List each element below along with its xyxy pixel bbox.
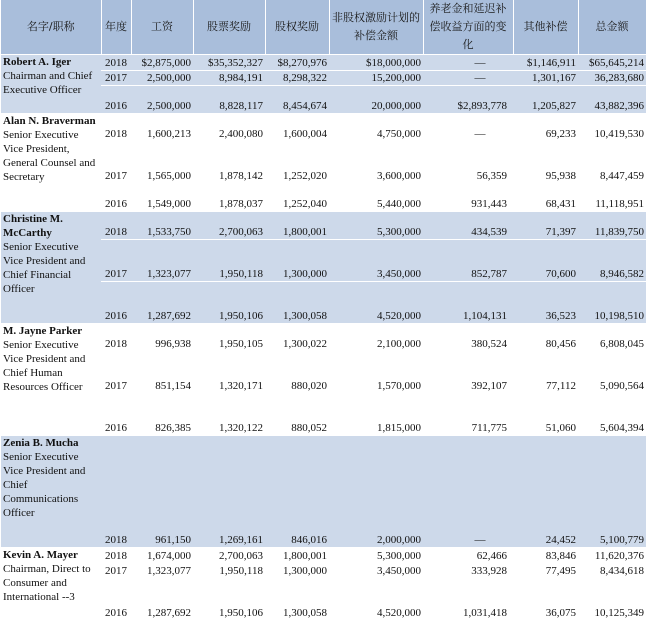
header-name: 名字/职称 (1, 0, 101, 55)
stock-awards-cell: 2,700,063 (193, 212, 265, 240)
other-comp-cell: 1,205,827 (513, 86, 578, 114)
option-awards-cell: 1,800,001 (265, 212, 329, 240)
pension-cell: 1,104,131 (423, 282, 513, 324)
other-comp-cell: 1,301,167 (513, 71, 578, 86)
non-equity-cell: 4,520,000 (329, 282, 423, 324)
pension-cell: 931,443 (423, 184, 513, 212)
total-cell: 5,100,779 (578, 436, 646, 548)
total-cell: 6,808,045 (578, 324, 646, 352)
year-cell: 2016 (101, 86, 131, 114)
executive-cell (1, 55, 101, 114)
header-pension: 养老金和延迟补偿收益方面的变化 (423, 0, 513, 55)
header-salary: 工资 (131, 0, 193, 55)
stock-awards-cell: 8,984,191 (193, 71, 265, 86)
option-awards-cell: 1,300,058 (265, 282, 329, 324)
table-row (1, 548, 646, 564)
other-comp-cell: 69,233 (513, 114, 578, 142)
salary-cell: 1,674,000 (131, 548, 193, 564)
pension-cell: 1,031,418 (423, 579, 513, 621)
year-cell: 2018 (101, 548, 131, 564)
executive-title: Senior Executive Vice President and Chief Communications Officer (3, 451, 86, 519)
executive-name: Kevin A. Mayer (3, 549, 78, 561)
non-equity-cell: $18,000,000 (329, 55, 423, 71)
table-row (1, 212, 646, 240)
executive-name: Robert A. Iger (3, 56, 72, 68)
year-cell: 2018 (101, 114, 131, 142)
pension-cell: 56,359 (423, 142, 513, 184)
option-awards-cell: 1,600,004 (265, 114, 329, 142)
other-comp-cell: 51,060 (513, 394, 578, 436)
other-comp-cell: 71,397 (513, 212, 578, 240)
other-comp-cell: 70,600 (513, 240, 578, 282)
pension-cell: — (423, 55, 513, 71)
stock-awards-cell: 1,320,171 (193, 352, 265, 394)
executive-cell (1, 548, 101, 621)
salary-cell: 2,500,000 (131, 71, 193, 86)
option-awards-cell: 1,300,000 (265, 564, 329, 579)
pension-cell: 333,928 (423, 564, 513, 579)
year-cell: 2017 (101, 564, 131, 579)
salary-cell: 1,287,692 (131, 579, 193, 621)
compensation-table (1, 0, 647, 621)
other-comp-cell: 77,112 (513, 352, 578, 394)
stock-awards-cell: 1,950,106 (193, 579, 265, 621)
header-other: 其他补偿 (513, 0, 578, 55)
pension-cell: — (423, 436, 513, 548)
salary-cell: $2,875,000 (131, 55, 193, 71)
non-equity-cell: 20,000,000 (329, 86, 423, 114)
salary-cell: 1,549,000 (131, 184, 193, 212)
table-row (1, 55, 646, 71)
total-cell: 11,839,750 (578, 212, 646, 240)
other-comp-cell: 95,938 (513, 142, 578, 184)
salary-cell: 826,385 (131, 394, 193, 436)
year-cell: 2016 (101, 282, 131, 324)
total-cell: 43,882,396 (578, 86, 646, 114)
total-cell: 36,283,680 (578, 71, 646, 86)
executive-name: Alan N. Braverman (3, 115, 96, 127)
other-comp-cell: 77,495 (513, 564, 578, 579)
executive-title: Senior Executive Vice President and Chief Financial Officer (3, 241, 86, 295)
stock-awards-cell: 1,950,118 (193, 564, 265, 579)
year-cell: 2016 (101, 184, 131, 212)
header-option-awards: 股权奖励 (265, 0, 329, 55)
pension-cell: — (423, 71, 513, 86)
total-cell: 5,604,394 (578, 394, 646, 436)
option-awards-cell: 880,020 (265, 352, 329, 394)
option-awards-cell: $8,270,976 (265, 55, 329, 71)
non-equity-cell: 3,450,000 (329, 240, 423, 282)
header-total: 总金额 (578, 0, 646, 55)
non-equity-cell: 3,600,000 (329, 142, 423, 184)
stock-awards-cell: 8,828,117 (193, 86, 265, 114)
non-equity-cell: 3,450,000 (329, 564, 423, 579)
table-row (1, 324, 646, 352)
executive-name: Christine M. McCarthy (3, 213, 63, 239)
total-cell: 11,620,376 (578, 548, 646, 564)
other-comp-cell: 80,456 (513, 324, 578, 352)
year-cell: 2016 (101, 394, 131, 436)
year-cell: 2018 (101, 436, 131, 548)
total-cell: 10,419,530 (578, 114, 646, 142)
salary-cell: 961,150 (131, 436, 193, 548)
option-awards-cell: 880,052 (265, 394, 329, 436)
other-comp-cell: 36,523 (513, 282, 578, 324)
salary-cell: 851,154 (131, 352, 193, 394)
executive-name: Zenia B. Mucha (3, 437, 79, 449)
stock-awards-cell: 1,950,106 (193, 282, 265, 324)
other-comp-cell: 68,431 (513, 184, 578, 212)
header-stock-awards: 股票奖励 (193, 0, 265, 55)
table-row (1, 114, 646, 142)
option-awards-cell: 8,298,322 (265, 71, 329, 86)
year-cell: 2017 (101, 352, 131, 394)
option-awards-cell: 1,300,000 (265, 240, 329, 282)
executive-cell (1, 436, 101, 548)
year-cell: 2017 (101, 240, 131, 282)
table-body (1, 55, 646, 621)
option-awards-cell: 1,252,020 (265, 142, 329, 184)
pension-cell: $2,893,778 (423, 86, 513, 114)
year-cell: 2017 (101, 71, 131, 86)
stock-awards-cell: 1,950,118 (193, 240, 265, 282)
non-equity-cell: 5,300,000 (329, 548, 423, 564)
salary-cell: 1,323,077 (131, 240, 193, 282)
pension-cell: 62,466 (423, 548, 513, 564)
other-comp-cell: 83,846 (513, 548, 578, 564)
non-equity-cell: 2,000,000 (329, 436, 423, 548)
table-header (1, 0, 646, 55)
option-awards-cell: 1,300,058 (265, 579, 329, 621)
option-awards-cell: 1,800,001 (265, 548, 329, 564)
salary-cell: 1,287,692 (131, 282, 193, 324)
table-row (1, 436, 646, 548)
stock-awards-cell: 2,700,063 (193, 548, 265, 564)
year-cell: 2017 (101, 142, 131, 184)
executive-cell (1, 114, 101, 212)
stock-awards-cell: $35,352,327 (193, 55, 265, 71)
year-cell: 2018 (101, 55, 131, 71)
other-comp-cell: 36,075 (513, 579, 578, 621)
year-cell: 2018 (101, 212, 131, 240)
executive-cell (1, 324, 101, 436)
total-cell: 10,198,510 (578, 282, 646, 324)
non-equity-cell: 4,750,000 (329, 114, 423, 142)
year-cell: 2016 (101, 579, 131, 621)
executive-title: Chairman and Chief Executive Officer (3, 70, 93, 96)
stock-awards-cell: 1,878,037 (193, 184, 265, 212)
pension-cell: 434,539 (423, 212, 513, 240)
executive-title: Chairman, Direct to Consumer and International --3 (3, 563, 91, 603)
non-equity-cell: 1,570,000 (329, 352, 423, 394)
executive-title: Senior Executive Vice President and Chief Human Resources Officer (3, 339, 86, 393)
total-cell: $65,645,214 (578, 55, 646, 71)
total-cell: 5,090,564 (578, 352, 646, 394)
stock-awards-cell: 1,269,161 (193, 436, 265, 548)
non-equity-cell: 2,100,000 (329, 324, 423, 352)
stock-awards-cell: 1,878,142 (193, 142, 265, 184)
year-cell: 2018 (101, 324, 131, 352)
executive-title: Senior Executive Vice President, General Counsel and Secretary (3, 129, 96, 183)
option-awards-cell: 846,016 (265, 436, 329, 548)
option-awards-cell: 8,454,674 (265, 86, 329, 114)
pension-cell: 711,775 (423, 394, 513, 436)
salary-cell: 1,600,213 (131, 114, 193, 142)
stock-awards-cell: 1,950,105 (193, 324, 265, 352)
non-equity-cell: 5,300,000 (329, 212, 423, 240)
executive-name: M. Jayne Parker (3, 325, 83, 337)
executive-cell (1, 212, 101, 324)
pension-cell: 852,787 (423, 240, 513, 282)
salary-cell: 1,323,077 (131, 564, 193, 579)
option-awards-cell: 1,252,040 (265, 184, 329, 212)
header-non-equity: 非股权激励计划的补偿金额 (329, 0, 423, 55)
pension-cell: — (423, 114, 513, 142)
salary-cell: 1,565,000 (131, 142, 193, 184)
stock-awards-cell: 2,400,080 (193, 114, 265, 142)
other-comp-cell: 24,452 (513, 436, 578, 548)
pension-cell: 392,107 (423, 352, 513, 394)
non-equity-cell: 1,815,000 (329, 394, 423, 436)
total-cell: 11,118,951 (578, 184, 646, 212)
total-cell: 8,946,582 (578, 240, 646, 282)
stock-awards-cell: 1,320,122 (193, 394, 265, 436)
non-equity-cell: 15,200,000 (329, 71, 423, 86)
salary-cell: 996,938 (131, 324, 193, 352)
total-cell: 8,447,459 (578, 142, 646, 184)
non-equity-cell: 5,440,000 (329, 184, 423, 212)
salary-cell: 2,500,000 (131, 86, 193, 114)
non-equity-cell: 4,520,000 (329, 579, 423, 621)
total-cell: 10,125,349 (578, 579, 646, 621)
total-cell: 8,434,618 (578, 564, 646, 579)
other-comp-cell: $1,146,911 (513, 55, 578, 71)
header-year: 年度 (101, 0, 131, 55)
salary-cell: 1,533,750 (131, 212, 193, 240)
option-awards-cell: 1,300,022 (265, 324, 329, 352)
pension-cell: 380,524 (423, 324, 513, 352)
